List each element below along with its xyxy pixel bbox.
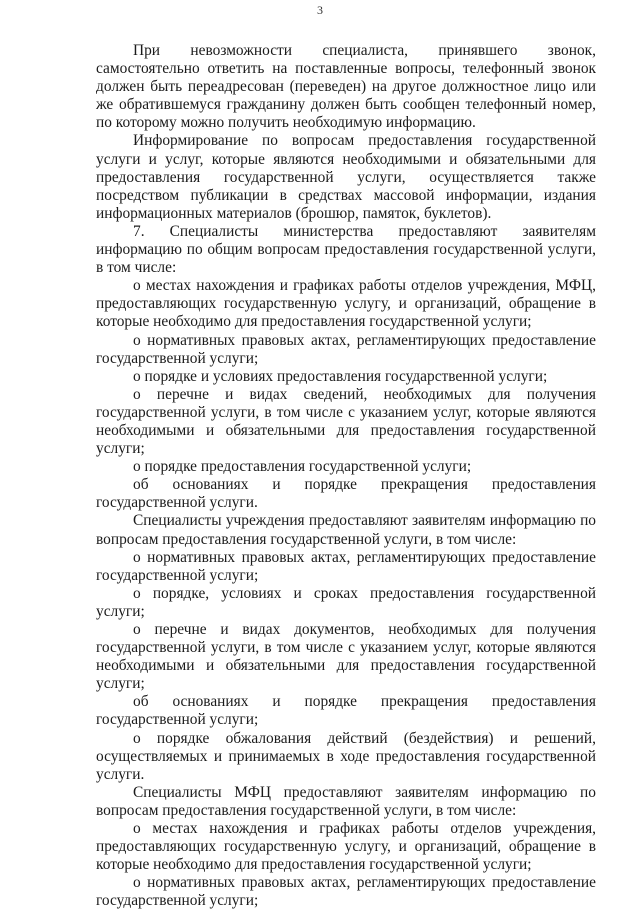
page-number: 3 [317,3,323,17]
paragraph-institution-specialists: Специалисты учреждения предоставляют заявителям информацию по вопросам предоставления государственной услуги, в том числе: [96,512,596,548]
list-item-normative-acts: о нормативных правовых актах, регламентирующих предоставление государственной услуги; [96,874,596,910]
paragraph-mfc-specialists: Специалисты МФЦ предоставляют заявителям информацию по вопросам предоставления государственной услуги, в том числе: [96,783,596,819]
list-item-procedure-conditions: о порядке и условиях предоставления государственной услуги; [133,367,548,385]
list-item-normative-acts: о нормативных правовых актах, регламентирующих предоставление государственной услуги; [96,548,596,584]
list-item-appeal-procedure: о порядке обжалования действий (бездействия) и решений, осуществляемых и принимаемых в ходе предоставления государственной услуги. [96,729,596,783]
list-item-locations-schedules: о местах нахождения и графиках работы отделов учреждения, МФЦ, предоставляющих государственную услугу, и организаций, обращение в которые необходимо для предоставления государственной услуги; [96,277,596,331]
list-item-termination-grounds: об основаниях и порядке прекращения предоставления государственной услуги; [96,693,596,729]
list-item-procedure: о порядке предоставления государственной услуги; [133,458,472,476]
list-item-required-documents: о перечне и видах документов, необходимых для получения государственной услуги, в том числе с указанием услуг, которые являются необходимыми и обязательными для предоставления государственной услуги; [96,621,596,693]
document-body [96,42,596,911]
paragraph-informing-publication: Информирование по вопросам предоставления государственной услуги и услуг, которые являются необходимыми и обязательными для предоставления государственной услуги, осуществляется также посредством публикации в средствах массовой информации, издания информационных материалов (брошюр, памяток, буклетов). [96,132,596,222]
list-item-procedure-conditions-terms: о порядке, условиях и сроках предоставления государственной услуги; [96,584,596,620]
paragraph-ministry-specialists: 7. Специалисты министерства предоставляют заявителям информацию по общим вопросам предоставления государственной услуги, в том числе: [96,222,596,277]
list-item-locations-schedules: о местах нахождения и графиках работы отделов учреждения, предоставляющих государственную услугу, и организаций, обращение в которые необходимо для предоставления государственной услуги; [96,820,596,874]
list-item-termination-grounds: об основаниях и порядке прекращения предоставления государственной услуги. [96,476,596,512]
paragraph-redirect-call: При невозможности специалиста, принявшего звонок, самостоятельно ответить на поставленные вопросы, телефонный звонок должен быть переадресован (переведен) на другое должностное лицо или же обратившемуся гражданину должен быть сообщен телефонный номер, по которому можно получить необходимую информацию. [96,42,596,132]
list-item-required-information: о перечне и видах сведений, необходимых для получения государственной услуги, в том числе с указанием услуг, которые являются необходимыми и обязательными для предоставления государственной услуги; [96,385,596,458]
list-item-normative-acts: о нормативных правовых актах, регламентирующих предоставление государственной услуги; [96,331,596,367]
